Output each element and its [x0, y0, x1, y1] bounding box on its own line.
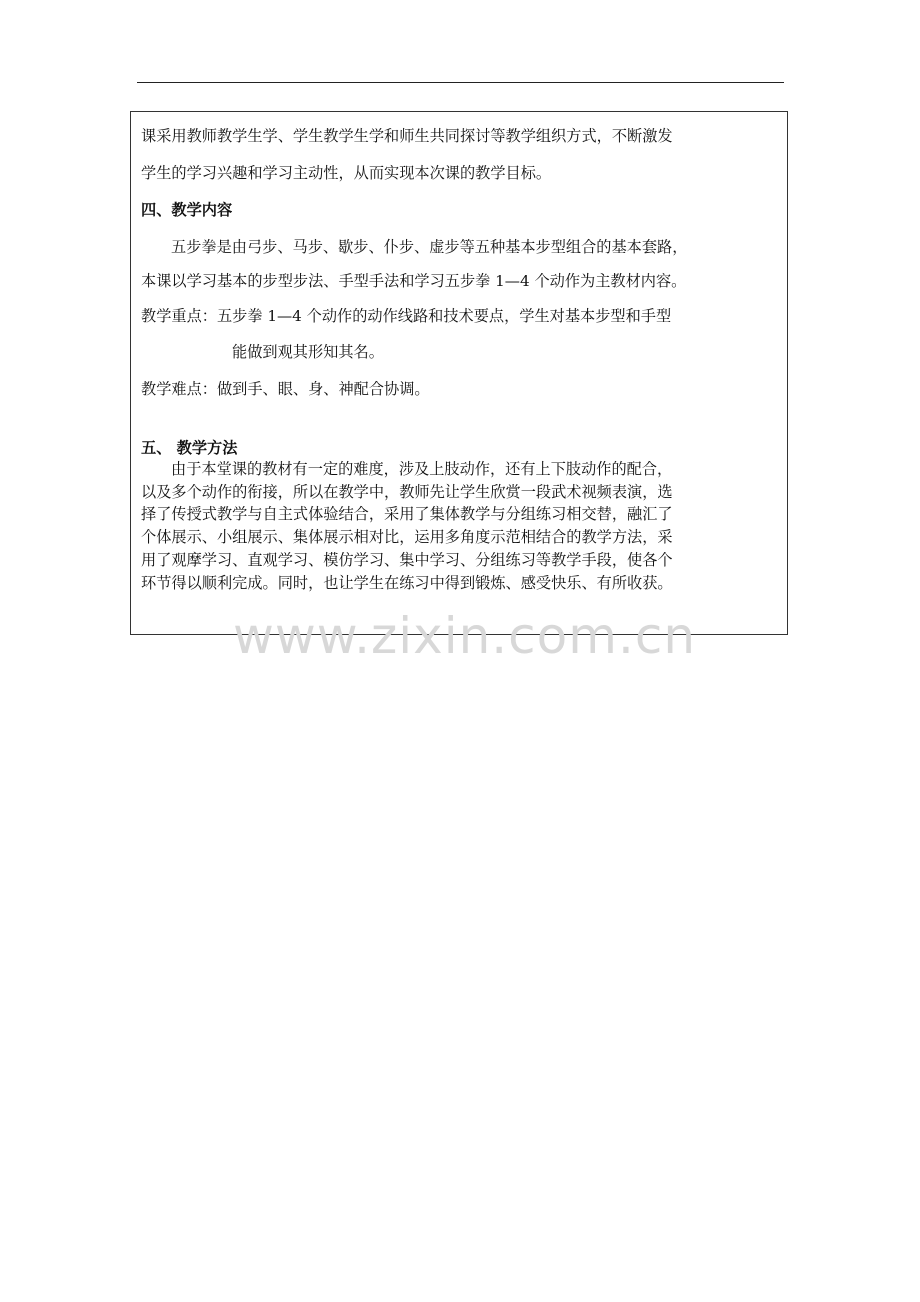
method-line: 择了传授式教学与自主式体验结合，采用了集体教学与分组练习相交替，融汇了 [141, 505, 673, 524]
watermark: www.zixin.com.cn [233, 607, 697, 665]
key-points-line-1: 教学重点：五步拳 1—4 个动作的动作线路和技术要点，学生对基本步型和手型 [141, 307, 672, 325]
content-box [130, 111, 788, 635]
method-line: 以及多个动作的衔接，所以在教学中，教师先让学生欣赏一段武术视频表演，选 [141, 482, 673, 501]
difficulty-line: 教学难点：做到手、眼、身、神配合协调。 [141, 380, 430, 398]
section-4-paragraph-line-1: 五步拳是由弓步、马步、歇步、仆步、虚步等五种基本步型组合的基本套路， [171, 238, 688, 256]
method-line: 用了观摩学习、直观学习、模仿学习、集中学习、分组练习等教学手段，使各个 [141, 550, 673, 569]
teaching-method-paragraph [141, 458, 779, 594]
intro-line-2: 学生的学习兴趣和学习主动性，从而实现本次课的教学目标。 [141, 164, 552, 182]
section-4-paragraph-line-2: 本课以学习基本的步型步法、手型手法和学习五步拳 1—4 个动作为主教材内容。 [141, 272, 687, 290]
key-points-line-2: 能做到观其形知其名。 [232, 343, 384, 361]
section-5-heading: 五、 教学方法 [141, 439, 238, 457]
intro-line-1: 课采用教师教学生学、学生教学生学和师生共同探讨等教学组织方式，不断激发 [141, 127, 673, 145]
section-4-heading: 四、教学内容 [141, 201, 233, 219]
method-line: 由于本堂课的教材有一定的难度，涉及上肢动作，还有上下肢动作的配合， [171, 460, 673, 478]
header-rule [137, 82, 784, 83]
method-line: 环节得以顺利完成。同时，也让学生在练习中得到锻炼、感受快乐、有所收获。 [141, 573, 673, 592]
method-line: 个体展示、小组展示、集体展示相对比，运用多角度示范相结合的教学方法，采 [141, 528, 673, 547]
